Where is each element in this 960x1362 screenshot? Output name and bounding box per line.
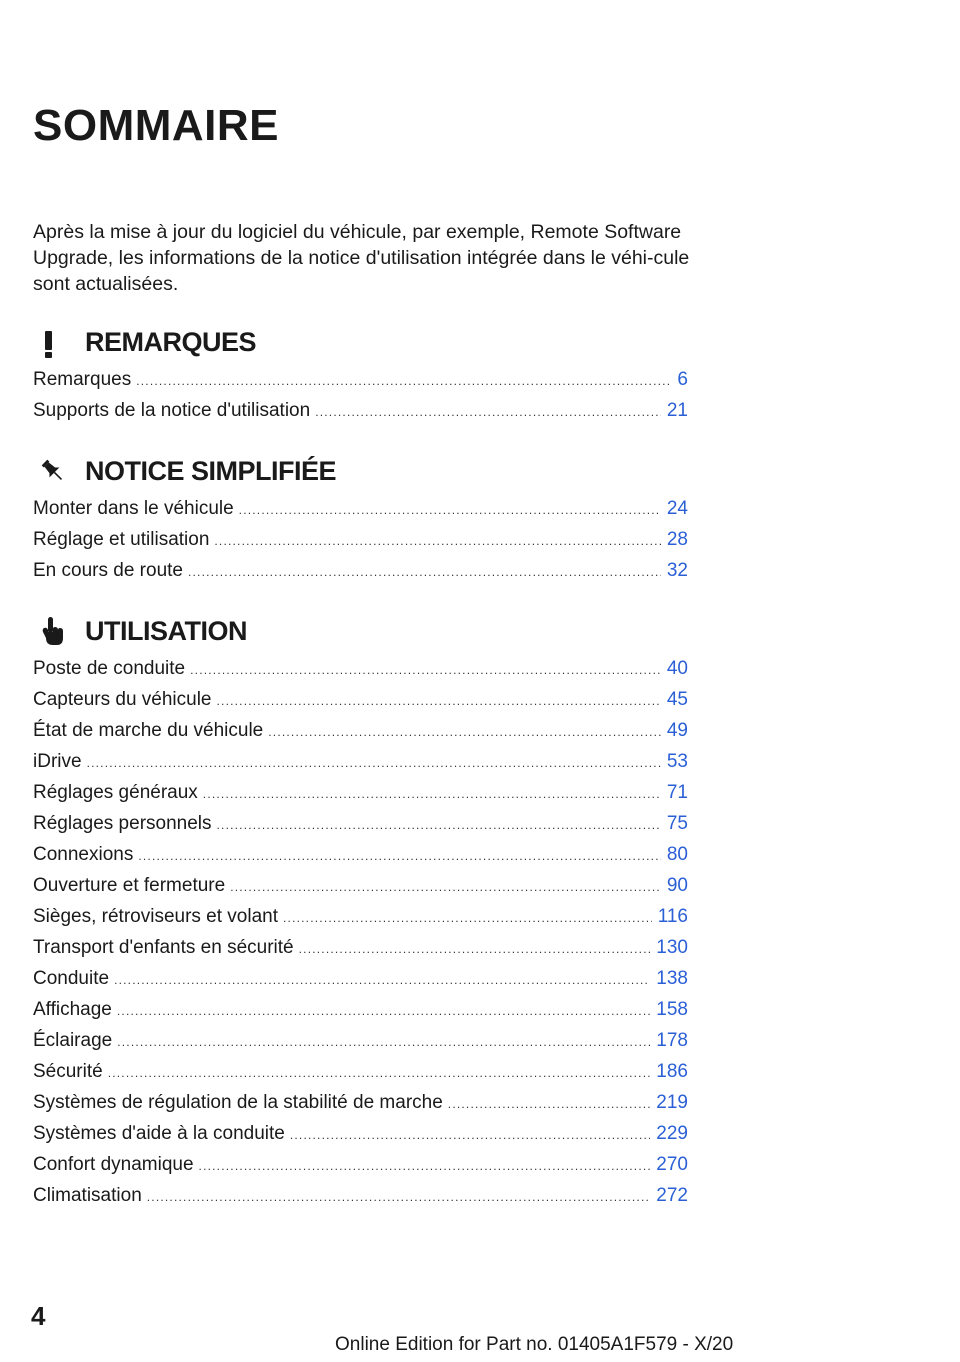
toc-entry[interactable]: [33, 1149, 688, 1180]
toc-page-link[interactable]: 178: [656, 1030, 688, 1051]
section-header: [33, 320, 688, 364]
section-title: REMARQUES: [85, 326, 257, 357]
toc-page-link[interactable]: 21: [666, 400, 688, 421]
toc-page-link[interactable]: 28: [666, 529, 688, 550]
toc-entry-label: Conduite: [33, 968, 110, 989]
toc-page-link[interactable]: 45: [666, 689, 688, 710]
dot-leader: [108, 1058, 651, 1089]
dot-leader: [87, 748, 661, 779]
toc-entry-label: Systèmes d'aide à la conduite: [33, 1123, 285, 1144]
dot-leader: [203, 779, 661, 810]
toc-entry[interactable]: [33, 870, 688, 901]
toc-entry-label: Climatisation: [33, 1185, 142, 1206]
intro-paragraph: Après la mise à jour du logiciel du véhicule, par exemple, Remote Software Upgrade, les informations de la notice d'utilisation intégrée dans le véhi-cule sont actualisées.: [33, 221, 690, 295]
dot-leader: [448, 1089, 651, 1120]
toc-entry-label: Poste de conduite: [33, 658, 186, 679]
toc-entry-label: Réglage et utilisation: [33, 529, 210, 550]
section-utilisation: [33, 609, 688, 1211]
toc-entry[interactable]: [33, 994, 688, 1025]
toc-page-link[interactable]: 49: [666, 720, 688, 741]
dot-leader: [217, 686, 661, 717]
section-title: UTILISATION: [85, 615, 247, 646]
toc-entry[interactable]: [33, 493, 688, 524]
toc-entry[interactable]: [33, 1118, 688, 1149]
toc-entry-label: État de marche du véhicule: [33, 720, 264, 741]
dot-leader: [315, 397, 661, 428]
toc-page-link[interactable]: 6: [677, 369, 688, 390]
toc-page-link[interactable]: 138: [656, 968, 688, 989]
dot-leader: [268, 717, 661, 748]
dot-leader: [214, 526, 660, 557]
toc-entry-label: Ouverture et fermeture: [33, 875, 226, 896]
dot-leader: [117, 996, 650, 1027]
toc-page-link[interactable]: 272: [656, 1185, 688, 1206]
toc-entry-label: Monter dans le véhicule: [33, 498, 234, 519]
toc-page-link[interactable]: 71: [666, 782, 688, 803]
toc-entry[interactable]: [33, 715, 688, 746]
toc-page-link[interactable]: 130: [656, 937, 688, 958]
dot-leader: [117, 1027, 650, 1058]
toc-page-link[interactable]: 116: [657, 906, 688, 927]
push-pin-icon: [37, 451, 77, 491]
toc-entry[interactable]: [33, 1025, 688, 1056]
exclamation-icon: [37, 322, 77, 362]
toc-entry-label: Réglages personnels: [33, 813, 212, 834]
toc-entry-label: Sécurité: [33, 1061, 103, 1082]
dot-leader: [230, 872, 661, 903]
dot-leader: [299, 934, 651, 965]
toc-entry[interactable]: [33, 684, 688, 715]
toc-entry[interactable]: [33, 777, 688, 808]
dot-leader: [190, 655, 661, 686]
dot-leader: [239, 495, 661, 526]
toc-entry[interactable]: [33, 963, 688, 994]
toc-entry[interactable]: [33, 901, 688, 932]
dot-leader: [283, 903, 652, 934]
toc-entry[interactable]: [33, 653, 688, 684]
toc-entry-label: Éclairage: [33, 1030, 113, 1051]
dot-leader: [188, 557, 661, 588]
section-remarques: [33, 320, 688, 426]
dot-leader: [290, 1120, 650, 1151]
dot-leader: [136, 366, 671, 397]
dot-leader: [114, 965, 650, 996]
section-header: [33, 449, 688, 493]
toc-entry-label: Sièges, rétroviseurs et volant: [33, 906, 279, 927]
toc-entry-label: Confort dynamique: [33, 1154, 194, 1175]
toc-entry-label: Remarques: [33, 369, 132, 390]
toc-entry-label: Transport d'enfants en sécurité: [33, 937, 294, 958]
section-title: NOTICE SIMPLIFIÉE: [85, 455, 337, 486]
section-header: [33, 609, 688, 653]
toc-entry[interactable]: [33, 524, 688, 555]
page-number: 4: [31, 1301, 46, 1331]
toc-entry-label: Réglages généraux: [33, 782, 198, 803]
toc-entry-label: Capteurs du véhicule: [33, 689, 212, 710]
toc-entry[interactable]: [33, 746, 688, 777]
dot-leader: [138, 841, 661, 872]
toc-page-link[interactable]: 32: [666, 560, 688, 581]
toc-entry[interactable]: [33, 395, 688, 426]
toc-entry[interactable]: [33, 808, 688, 839]
toc-entry-label: Connexions: [33, 844, 134, 865]
toc-page-link[interactable]: 270: [656, 1154, 688, 1175]
toc-entry-label: iDrive: [33, 751, 82, 772]
toc-entry-label: Supports de la notice d'utilisation: [33, 400, 311, 421]
footer-edition: Online Edition for Part no. 01405A1F579 - X/20: [335, 1334, 734, 1355]
toc-entry-label: Systèmes de régulation de la stabilité de marche: [33, 1092, 443, 1113]
toc-entry[interactable]: [33, 932, 688, 963]
toc-entry[interactable]: [33, 1087, 688, 1118]
page-title: SOMMAIRE: [33, 101, 279, 150]
toc-entry-label: En cours de route: [33, 560, 183, 581]
toc-entry[interactable]: [33, 364, 688, 395]
toc-entry[interactable]: [33, 839, 688, 870]
toc-page-link[interactable]: 229: [656, 1123, 688, 1144]
toc-page-link[interactable]: 24: [666, 498, 688, 519]
section-notice-simplifiee: [33, 449, 688, 586]
toc-page-link[interactable]: 80: [666, 844, 688, 865]
toc-entry-label: Affichage: [33, 999, 112, 1020]
hand-pointer-icon: [37, 611, 77, 651]
toc-page-link[interactable]: 90: [666, 875, 688, 896]
dot-leader: [199, 1151, 651, 1182]
toc-page-link[interactable]: 219: [656, 1092, 688, 1113]
toc-list: [33, 653, 688, 1211]
dot-leader: [217, 810, 661, 841]
toc-entry[interactable]: [33, 555, 688, 586]
toc-page-link[interactable]: 158: [656, 999, 688, 1020]
toc-page-link[interactable]: 53: [666, 751, 688, 772]
toc-page-link[interactable]: 186: [656, 1061, 688, 1082]
toc-entry[interactable]: [33, 1180, 688, 1211]
dot-leader: [147, 1182, 651, 1213]
toc-page-link[interactable]: 75: [666, 813, 688, 834]
toc-entry[interactable]: [33, 1056, 688, 1087]
toc-page-link[interactable]: 40: [666, 658, 688, 679]
